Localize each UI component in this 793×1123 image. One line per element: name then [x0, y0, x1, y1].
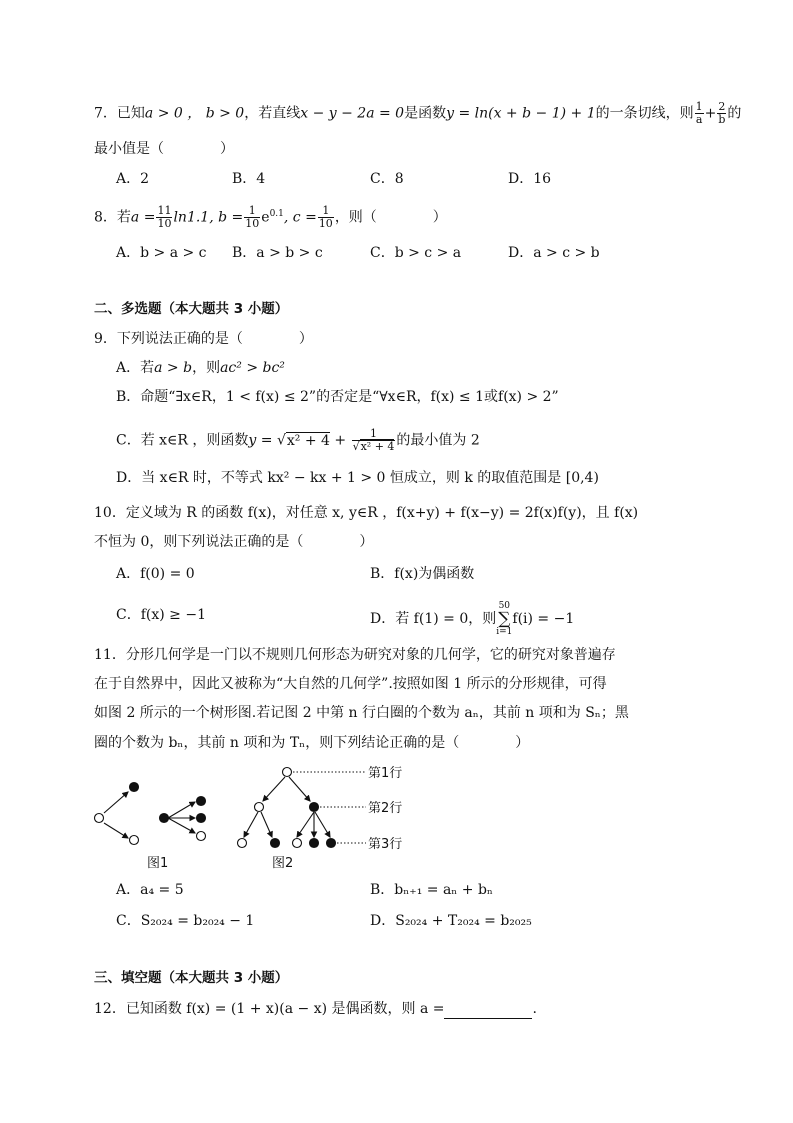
q7-line1: 7．已知a > 0 ， b > 0，若直线x − y − 2a = 0是函数y = ln(x + b − 1) + 1的一条切线，则 $\frac{1}{a}$ + $\frac{2}{b}$ 的 [94, 100, 742, 126]
figure-2-tree [238, 768, 367, 848]
q8-frac-a: $\frac{11}{10}$ [157, 204, 172, 231]
q8-option-a: A．b > a > c [116, 245, 207, 261]
q11-line3: 如图 2 所示的一个树形图.若记图 2 中第 n 行白圈的个数为 aₙ，其前 n 项和为 Sₙ；黑 [94, 705, 629, 721]
figure-1-caption: 图1 [147, 856, 169, 871]
q7-option-b: B．4 [232, 171, 266, 187]
q8-option-b: B．a > b > c [232, 245, 323, 261]
q11-line1: 11．分形几何学是一门以不规则几何形态为研究对象的几何学，它的研究对象普遍存 [94, 647, 616, 663]
q8-line1: 8．若a = $\frac{11}{10}$ ln1.1, b = $\frac{1}{10}$ $e^{0.1}$, c = $\frac{1}{10}$ ，则（ ） [94, 204, 447, 231]
q10-summation: 50 ∑ i=1 [496, 601, 513, 637]
q9-c-fraction: $\frac{1}{\text{√x² + 4}}$ [352, 427, 395, 453]
figure-2-caption: 图2 [272, 856, 294, 871]
q8-frac-b: $\frac{1}{10}$ [245, 204, 260, 231]
q10-line2: 不恒为 0，则下列说法正确的是（ ） [94, 534, 374, 550]
q12-answer-blank[interactable] [444, 1004, 532, 1019]
figure-1-diagram [95, 783, 206, 845]
q10-option-c: C．f(x) ≥ −1 [116, 607, 206, 623]
q7-option-c: C．8 [370, 171, 404, 187]
q9-option-c: C．若 x∈R ，则函数y = √x² + 4 + $\frac{1}{\text{√x² + 4}}$ 的最小值为 2 [116, 427, 480, 453]
q7-frac-1-over-a: $\frac{1}{a}$ [695, 100, 703, 126]
q10-option-b: B．f(x)为偶函数 [370, 566, 475, 582]
q8-option-c: C．b > c > a [370, 245, 462, 261]
q9-option-d: D．当 x∈R 时，不等式 kx² − kx + 1 > 0 恒成立，则 k 的取值范围是 [0,4) [116, 470, 599, 486]
q11-option-d: D．S₂₀₂₄ + T₂₀₂₄ = b₂₀₂₅ [370, 913, 532, 929]
q11-option-b: B．bₙ₊₁ = aₙ + bₙ [370, 882, 493, 898]
q11-option-a: A．a₄ = 5 [116, 882, 184, 898]
row-3-label: 第3行 [368, 837, 403, 852]
q11-line2: 在于自然界中，因此又被称为“大自然的几何学”.按照如图 1 所示的分形规律，可得 [94, 676, 607, 692]
q10-line1: 10．定义域为 R 的函数 f(x)，对任意 x, y∈R ，f(x+y) + f(x−y) = 2f(x)f(y)，且 f(x) [94, 505, 639, 521]
section-heading-fill-in: 三、填空题（本大题共 3 小题） [94, 970, 289, 986]
q8-option-d: D．a > c > b [508, 245, 600, 261]
q9-option-a: A．若a > b，则ac² > bc² [116, 360, 285, 376]
row-1-label: 第1行 [368, 766, 403, 781]
q10-option-a: A．f(0) = 0 [116, 566, 195, 582]
q7-line2: 最小值是（ ） [94, 141, 234, 157]
q7-option-d: D．16 [508, 171, 552, 187]
q7-frac-2-over-b: $\frac{2}{b}$ [718, 100, 726, 126]
q11-option-c: C．S₂₀₂₄ = b₂₀₂₄ − 1 [116, 913, 255, 929]
row-2-label: 第2行 [368, 801, 403, 816]
q7-option-a: A．2 [116, 171, 150, 187]
q11-line4: 圈的个数为 bₙ，其前 n 项和为 Tₙ，则下列结论正确的是（ ） [94, 735, 530, 751]
fractal-tree-figures [0, 757, 793, 897]
q9-option-b: B．命题“∃x∈R，1 < f(x) ≤ 2”的否定是“∀x∈R，f(x) ≤ 1或f(x) > 2” [116, 389, 559, 405]
q8-frac-c: $\frac{1}{10}$ [318, 204, 333, 231]
section-heading-multiple-choice: 二、多选题（本大题共 3 小题） [94, 301, 289, 317]
q10-option-d: D．若 f(1) = 0，则50 ∑ i=1f(i) = −1 [370, 601, 575, 637]
q9-stem: 9．下列说法正确的是（ ） [94, 331, 313, 347]
q12-line: 12．已知函数 f(x) = (1 + x)(a − x) 是偶函数，则 a = . [94, 1001, 537, 1017]
